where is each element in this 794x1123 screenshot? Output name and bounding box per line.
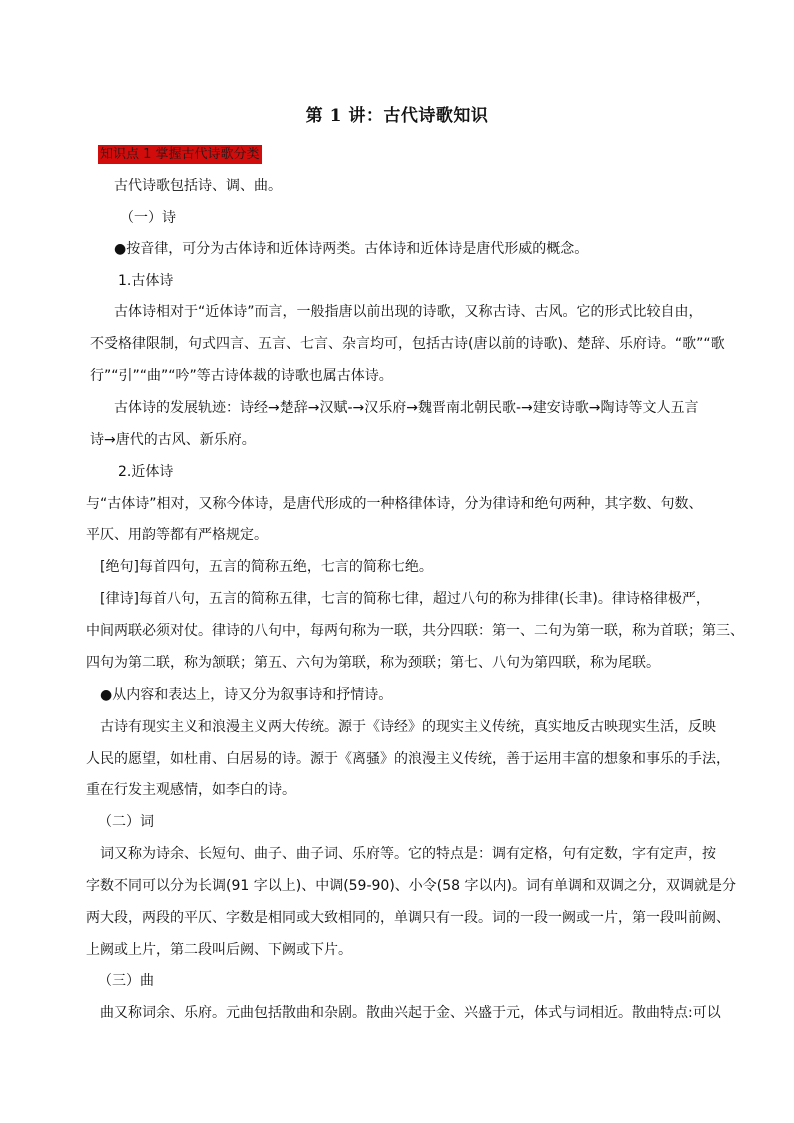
paragraph-line: 曲又称词余、乐府。元曲包括散曲和杂剧。散曲兴起于金、兴盛于元，体式与词相近。散曲特点:可以 (100, 1005, 721, 1021)
paragraph-line: 人民的愿望，如杜甫、白居易的诗。源于《离骚》的浪漫主义传统，善于运用丰富的想象和事乐的手法， (86, 751, 730, 767)
paragraph-line: 古诗有现实主义和浪漫主义两大传统。源于《诗经》的现实主义传统，真实地反古映现实生活，反映 (100, 719, 716, 735)
paragraph-line: [绝句]每首四句，五言的简称五绝，七言的简称七绝。 (100, 559, 433, 575)
paragraph-line: 重在行发主观感情，如李白的诗。 (86, 782, 296, 798)
section-heading-qu: （三）曲 (98, 973, 154, 989)
intro-line: 古代诗歌包括诗、调、曲。 (114, 178, 282, 194)
paragraph-line: 行”“引”“曲”“吟”等古诗体裁的诗歌也属古体诗。 (90, 368, 393, 384)
paragraph-line: 古体诗相对于“近体诗”而言，一般指唐以前出现的诗歌，又称古诗、古风。它的形式比较自由， (114, 304, 703, 320)
knowledge-point-label: 知识点 1 掌握古代诗歌分类 (100, 147, 260, 162)
paragraph-line: 诗→唐代的古风、新乐府。 (90, 432, 256, 448)
subheading-ancient-style: 1.古体诗 (118, 273, 174, 289)
subheading-modern-style: 2.近体诗 (118, 464, 174, 480)
bullet-line: ●按音律，可分为古体诗和近体诗两类。古体诗和近体诗是唐代形威的概念。 (114, 241, 589, 257)
paragraph-line: 中间两联必须对仗。律诗的八句中，每两句称为一联，共分四联：第一、二句为第一联，称为首联；第三、 (86, 623, 744, 639)
section-heading-ci: （二）词 (98, 814, 154, 830)
paragraph-line: 与“古体诗”相对，又称今体诗，是唐代形成的一种格律体诗，分为律诗和绝句两种，其字数、句数、 (86, 496, 703, 512)
paragraph-line: [律诗]每首八句，五言的简称五律，七言的简称七律，超过八句的称为排律(长聿)。律诗格律极严， (100, 591, 710, 607)
paragraph-line: 四句为第二联，称为颔联；第五、六句为第联，称为颈联；第七、八句为第四联，称为尾联。 (86, 655, 660, 671)
page-title: 第 1 讲：古代诗歌知识 (305, 106, 489, 126)
paragraph-line: 古体诗的发展轨迹：诗经→楚辞→汉赋-→汉乐府→魏晋南北朝民歌-→建安诗歌→陶诗等文人五言 (114, 400, 699, 416)
paragraph-line: 不受格律限制，句式四言、五言、七言、杂言均可，包括古诗(唐以前的诗歌)、楚辞、乐府诗。“歌”“歌 (90, 336, 725, 352)
paragraph-line: 字数不同可以分为长调(91 字以上)、中调(59-90)、小令(58 字以内)。词有单调和双调之分，双调就是分 (86, 878, 736, 894)
section-heading-poetry: （一）诗 (120, 210, 176, 226)
paragraph-line: 两大段，两段的平仄、字数是相同或大致相同的，单调只有一段。词的一段一阙或一片，第一段叫前阙、 (86, 910, 730, 926)
paragraph-line: 上阙或上片，第二段叫后阙、下阙或下片。 (86, 942, 352, 958)
paragraph-line: 平仄、用韵等都有严格规定。 (86, 527, 268, 543)
paragraph-line: 词又称为诗余、长短句、曲子、曲子词、乐府等。它的特点是：调有定格，句有定数，字有定声，按 (100, 846, 716, 862)
bullet-line: ●从内容和表达上，诗又分为叙事诗和抒情诗。 (100, 687, 393, 703)
